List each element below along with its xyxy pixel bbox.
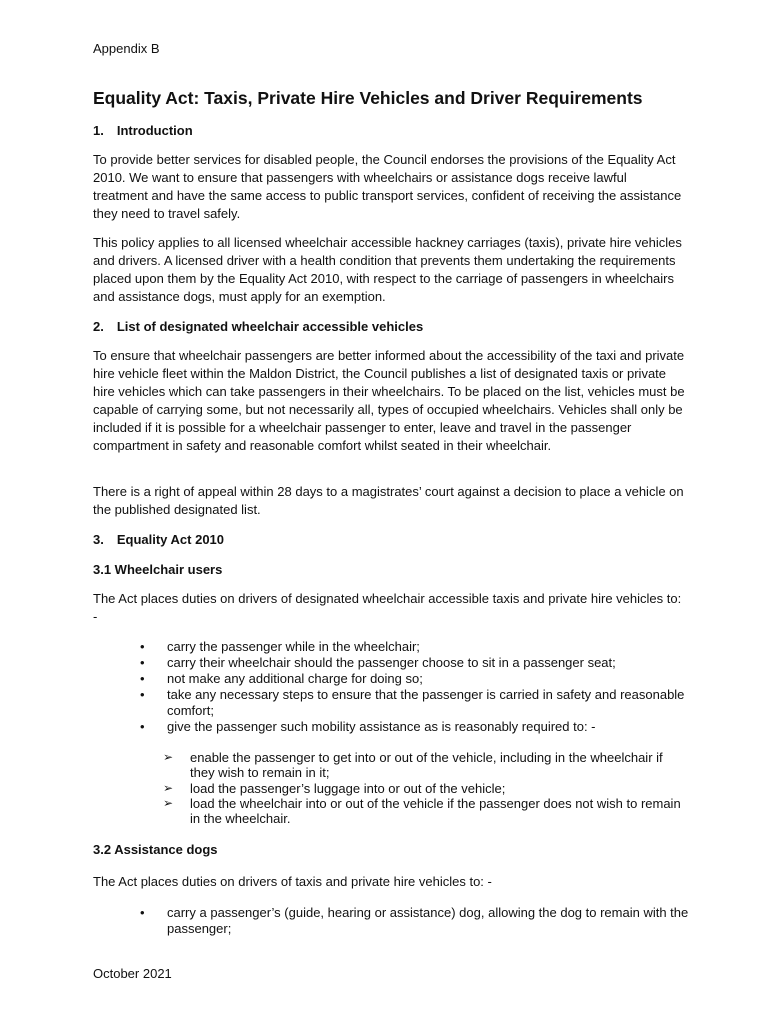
subsection-heading-wheelchair-users: 3.1 Wheelchair users [93, 562, 223, 577]
paragraph-wheelchair-intro: The Act places duties on drivers of designated wheelchair accessible taxis and private hire vehicles to: - [93, 591, 682, 624]
section-heading-equality-act: 3. Equality Act 2010 [93, 532, 225, 547]
wheelchair-duties-list [137, 639, 697, 735]
list-item: • carry a passenger’s (guide, hearing or assistance) dog, allowing the dog to remain with the passenger; [137, 905, 697, 937]
paragraph-introduction-1: To provide better services for disabled people, the Council endorses the provisions of the Equality Act 2010. We want to ensure that passengers with wheelchairs or assistance dogs receive lawful treatment and have the same access to public transport services, confident of receiving the assistance they need to travel safely. [93, 152, 682, 221]
list-item: ➢ load the passenger’s luggage into or out of the vehicle; [163, 781, 683, 796]
list-item: • carry the passenger while in the wheelchair; [137, 639, 697, 655]
list-item: ➢ enable the passenger to get into or out of the vehicle, including in the wheelchair if they wish to remain in it; [163, 750, 683, 781]
mobility-assistance-list [163, 750, 683, 826]
paragraph-designated-list-2: There is a right of appeal within 28 days to a magistrates’ court against a decision to place a vehicle on the published designated list. [93, 484, 684, 517]
section-heading-introduction: 1. Introduction [93, 123, 193, 138]
list-item: • not make any additional charge for doing so; [137, 671, 697, 687]
appendix-label: Appendix B [93, 41, 160, 56]
section-heading-designated-list: 2. List of designated wheelchair accessible vehicles [93, 319, 424, 334]
footer-date: October 2021 [93, 966, 172, 981]
paragraph-assistance-dogs-intro: The Act places duties on drivers of taxis and private hire vehicles to: - [93, 874, 492, 889]
assistance-dog-duties-list [137, 905, 697, 937]
document-title: Equality Act: Taxis, Private Hire Vehicles and Driver Requirements [93, 88, 643, 108]
list-item: ➢ load the wheelchair into or out of the vehicle if the passenger does not wish to remain in the wheelchair. [163, 796, 683, 827]
list-item: • carry their wheelchair should the passenger choose to sit in a passenger seat; [137, 655, 697, 671]
paragraph-introduction-2: This policy applies to all licensed wheelchair accessible hackney carriages (taxis), private hire vehicles and drivers. A licensed driver with a health condition that prevents them undertaking the requirements placed upon them by the Equality Act 2010, with respect to the carriage of passengers in wheelchairs and assistance dogs, must apply for an exemption. [93, 235, 682, 304]
list-item: • take any necessary steps to ensure that the passenger is carried in safety and reasonable comfort; [137, 687, 697, 719]
subsection-heading-assistance-dogs: 3.2 Assistance dogs [93, 842, 218, 857]
paragraph-designated-list-1: To ensure that wheelchair passengers are better informed about the accessibility of the taxi and private hire vehicle fleet within the Maldon District, the Council publishes a list of designated taxis or private hire vehicles which can take passengers in their wheelchairs. To be placed on the list, vehicles must be capable of carrying some, but not necessarily all, types of occupied wheelchairs. Vehicles shall only be included if it is possible for a wheelchair passenger to enter, leave and travel in the passenger compartment in safety and reasonable comfort whilst seated in their wheelchair. [93, 348, 685, 453]
list-item: • give the passenger such mobility assistance as is reasonably required to: - [137, 719, 697, 735]
